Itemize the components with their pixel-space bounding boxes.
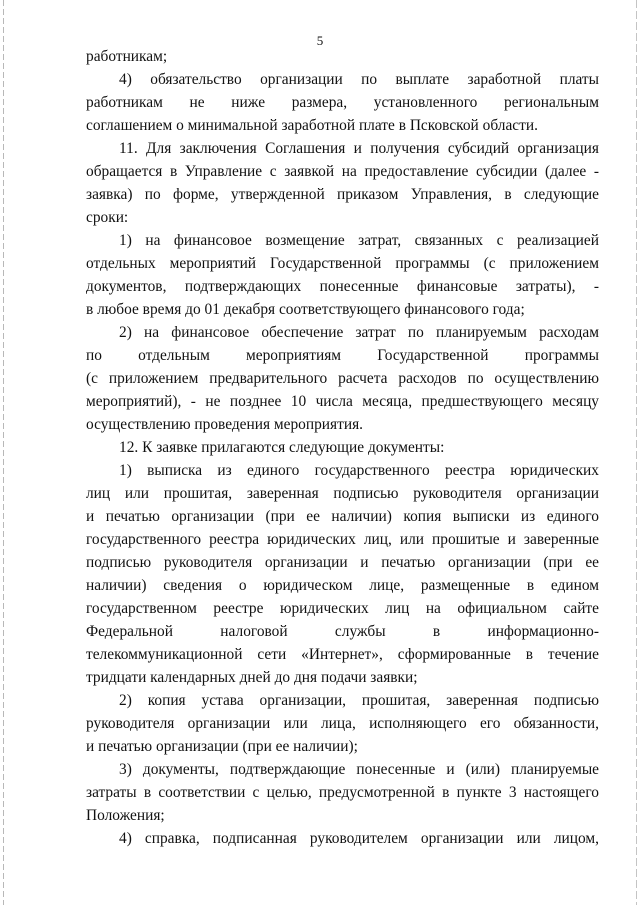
text-line: наличии) сведения о юридическом лице, размещенные в едином — [86, 577, 599, 594]
text-line: обращается в Управление с заявкой на предоставление субсидии (далее - — [86, 163, 599, 180]
text-line: осуществлению проведения мероприятия. — [86, 416, 364, 433]
text-line: телекоммуникационной сети «Интернет», сформированные в течение — [86, 646, 599, 663]
text-line: тридцати календарных дней до дня подачи заявки; — [86, 669, 418, 686]
text-line: 11. Для заключения Соглашения и получения субсидий организация — [119, 140, 599, 157]
text-line: 2) копия устава организации, прошитая, заверенная подписью — [119, 692, 599, 709]
text-line: 1) на финансовое возмещение затрат, связанных с реализацией — [119, 232, 599, 249]
text-line: и печатью организации (при ее наличии) копия выписки из единого — [86, 508, 599, 525]
text-line: сроки: — [86, 209, 129, 226]
text-line: затраты в соответствии с целью, предусмотренной в пункте 3 настоящего — [86, 784, 599, 801]
scan-edge-left — [3, 0, 4, 905]
text-line: работникам не ниже размера, установленного региональным — [86, 94, 599, 111]
text-line: работникам; — [86, 48, 168, 65]
text-line: Положения; — [86, 807, 165, 824]
text-line: по отдельным мероприятиям Государственной программы — [86, 347, 599, 364]
page-number: 5 — [316, 33, 324, 48]
document-body — [86, 45, 599, 850]
text-line: 4) обязательство организации по выплате заработной платы — [119, 71, 599, 88]
text-line: государственном реестре юридических лиц на официальном сайте — [86, 600, 599, 617]
text-line: 12. К заявке прилагаются следующие документы: — [119, 439, 445, 456]
text-line: и печатью организации (при ее наличии); — [86, 738, 358, 755]
text-line: лиц или прошитая, заверенная подписью руководителя организации — [86, 485, 599, 502]
text-line: подписью руководителя организации и печатью организации (при ее — [86, 554, 599, 571]
text-line: в любое время до 01 декабря соответствующего финансового года; — [86, 301, 525, 318]
text-line: руководителя организации или лица, исполняющего его обязанности, — [86, 715, 599, 732]
text-line: 3) документы, подтверждающие понесенные и (или) планируемые — [119, 761, 599, 778]
text-line: (с приложением предварительного расчета расходов по осуществлению — [86, 370, 599, 387]
text-line: мероприятий), - не позднее 10 числа месяца, предшествующего месяцу — [86, 393, 599, 410]
text-line: отдельных мероприятий Государственной программы (с приложением — [86, 255, 599, 272]
text-line: соглашением о минимальной заработной плате в Псковской области. — [86, 117, 538, 134]
text-line: заявка) по форме, утвержденной приказом Управления, в следующие — [86, 186, 599, 203]
scan-edge-right — [636, 0, 637, 905]
text-line: Федеральной налоговой службы в информационно- — [86, 623, 599, 640]
text-line: 2) на финансовое обеспечение затрат по планируемым расходам — [119, 324, 599, 341]
text-line: государственного реестра юридических лиц, или прошитые и заверенные — [86, 531, 599, 548]
text-line: 1) выписка из единого государственного реестра юридических — [119, 462, 599, 479]
text-line: документов, подтверждающих понесенные финансовые затраты), - — [86, 278, 599, 295]
text-line: 4) справка, подписанная руководителем организации или лицом, — [119, 830, 599, 847]
